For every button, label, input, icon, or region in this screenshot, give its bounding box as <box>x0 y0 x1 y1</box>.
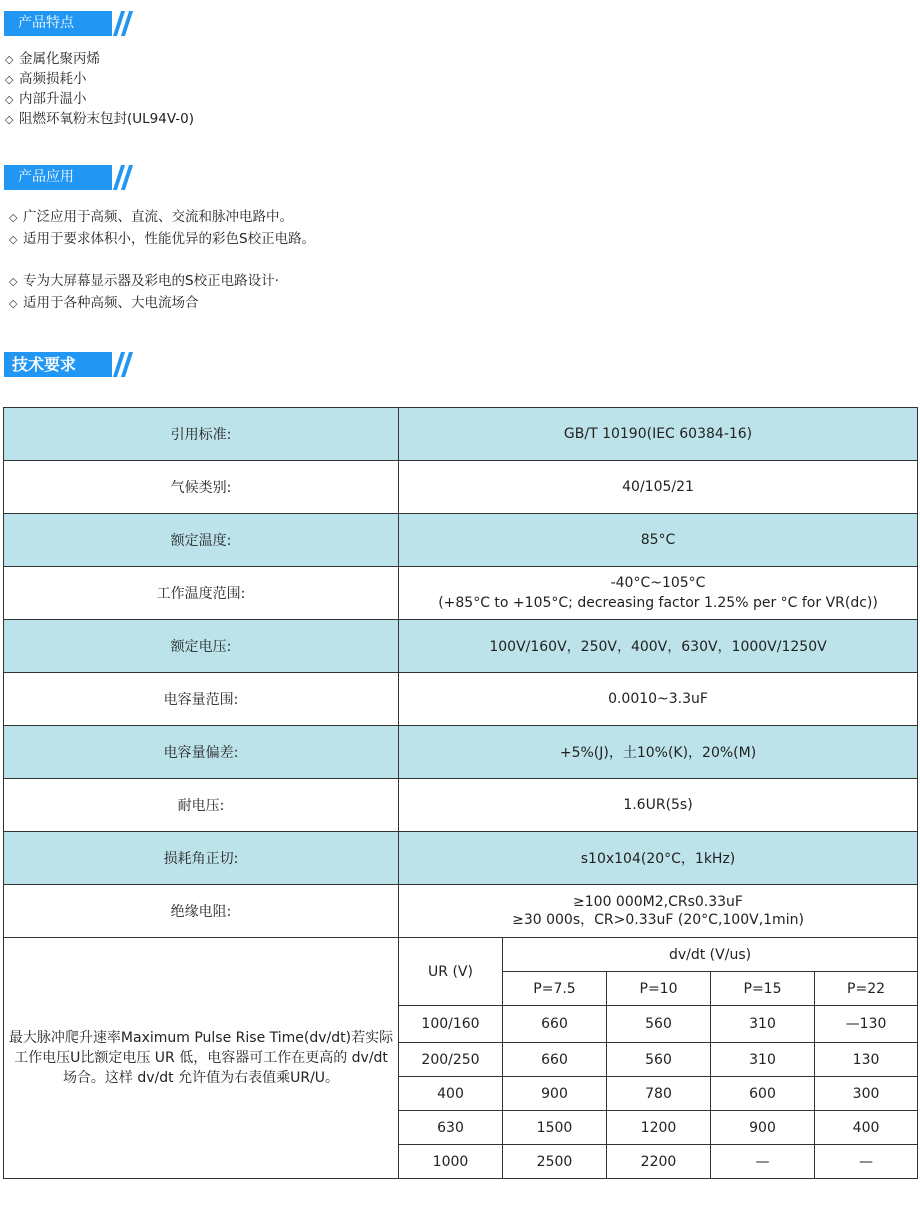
ur-cell: 200/250 <box>399 1043 503 1077</box>
dvdt-cell: —130 <box>815 1006 918 1043</box>
list-item <box>9 206 315 228</box>
spec-value: 0.0010~3.3uF <box>399 673 918 726</box>
list-item <box>5 109 194 129</box>
list-item <box>5 69 194 89</box>
dvdt-header: dv/dt (V/us) <box>503 938 918 972</box>
pulse-description: 最大脉冲爬升速率Maximum Pulse Rise Time(dv/dt)若实际工作电压U比额定电压 UR 低，电容器可工作在更高的 dv/dt 场合。这样 dv/dt 允许值为右表值乘UR/U。 <box>4 938 399 1179</box>
diamond-icon: ◇ <box>9 297 18 310</box>
section-title: 产品应用 <box>18 169 74 185</box>
dvdt-cell: 900 <box>503 1077 607 1111</box>
table-row <box>4 461 918 514</box>
dvdt-cell: 130 <box>815 1043 918 1077</box>
list-item <box>9 292 279 314</box>
spec-value: 85°C <box>399 514 918 567</box>
feature-text: 内部升温小 <box>19 91 87 107</box>
spec-value <box>399 885 918 938</box>
spec-value-line: ≥100 000M2,CRs0.33uF <box>573 894 743 910</box>
dvdt-cell: 900 <box>711 1111 815 1145</box>
table-row <box>4 673 918 726</box>
application-text: 适用于要求体积小，性能优异的彩色S校正电路。 <box>23 231 316 247</box>
dvdt-cell: 2200 <box>607 1145 711 1179</box>
dvdt-cell: — <box>815 1145 918 1179</box>
spec-key: 气候类别: <box>4 461 399 514</box>
section-title: 产品特点 <box>18 15 74 31</box>
list-item <box>9 270 279 292</box>
spec-key: 绝缘电阻: <box>4 885 399 938</box>
list-item <box>5 49 194 69</box>
p-header: P=15 <box>711 972 815 1006</box>
dvdt-cell: 600 <box>711 1077 815 1111</box>
dvdt-cell: 660 <box>503 1006 607 1043</box>
diamond-icon: ◇ <box>9 275 18 288</box>
feature-text: 金属化聚丙烯 <box>19 51 100 67</box>
spec-key: 引用标准: <box>4 408 399 461</box>
table-row <box>4 620 918 673</box>
spec-value <box>399 567 918 620</box>
ur-cell: 630 <box>399 1111 503 1145</box>
feature-text: 高频损耗小 <box>19 71 87 87</box>
applications-list <box>9 206 315 250</box>
table-row <box>4 938 918 972</box>
diamond-icon: ◇ <box>5 53 14 66</box>
dvdt-cell: 310 <box>711 1006 815 1043</box>
application-text: 适用于各种高频、大电流场合 <box>23 295 199 311</box>
spec-value: +5%(J)，土10%(K)，20%(M) <box>399 726 918 779</box>
diamond-icon: ◇ <box>9 211 18 224</box>
dvdt-cell: 1200 <box>607 1111 711 1145</box>
table-row <box>4 779 918 832</box>
table-row <box>4 514 918 567</box>
p-header: P=22 <box>815 972 918 1006</box>
table-row <box>4 885 918 938</box>
spec-value: s10x104(20°C，1kHz) <box>399 832 918 885</box>
section-title: 技术要求 <box>12 355 77 374</box>
application-text: 广泛应用于高频、直流、交流和脉冲电路中。 <box>23 209 293 225</box>
diamond-icon: ◇ <box>9 233 18 246</box>
spec-key: 工作温度范围: <box>4 567 399 620</box>
dvdt-cell: 300 <box>815 1077 918 1111</box>
spec-value: 1.6UR(5s) <box>399 779 918 832</box>
diamond-icon: ◇ <box>5 93 14 106</box>
spec-key: 电容量偏差: <box>4 726 399 779</box>
dvdt-cell: 400 <box>815 1111 918 1145</box>
list-item <box>5 89 194 109</box>
spec-value-line: -40°C~105°C <box>610 575 706 591</box>
spec-key: 额定温度: <box>4 514 399 567</box>
table-row <box>4 567 918 620</box>
spec-value: GB/T 10190(IEC 60384-16) <box>399 408 918 461</box>
p-header: P=7.5 <box>503 972 607 1006</box>
spec-value-line: (+85°C to +105°C; decreasing factor 1.25% per °C for VR(dc)) <box>438 595 878 611</box>
spec-key: 耐电压: <box>4 779 399 832</box>
applications-list-2 <box>9 270 279 314</box>
dvdt-cell: 310 <box>711 1043 815 1077</box>
spec-key: 电容量范围: <box>4 673 399 726</box>
ur-header: UR (V) <box>399 938 503 1006</box>
dvdt-cell: 780 <box>607 1077 711 1111</box>
feature-text: 阻燃环氧粉末包封(UL94V-0) <box>19 111 195 127</box>
table-row <box>4 408 918 461</box>
p-header: P=10 <box>607 972 711 1006</box>
application-text: 专为大屏幕显示器及彩电的S校正电路设计· <box>23 273 279 289</box>
dvdt-cell: — <box>711 1145 815 1179</box>
spec-key: 损耗角正切: <box>4 832 399 885</box>
table-row <box>4 832 918 885</box>
spec-table <box>3 407 918 1179</box>
dvdt-cell: 2500 <box>503 1145 607 1179</box>
ur-cell: 100/160 <box>399 1006 503 1043</box>
dvdt-cell: 560 <box>607 1043 711 1077</box>
spec-value: 40/105/21 <box>399 461 918 514</box>
spec-value-line: ≥30 000s，CR>0.33uF (20°C,100V,1min) <box>512 912 804 928</box>
features-list <box>5 49 194 129</box>
list-item <box>9 228 315 250</box>
diamond-icon: ◇ <box>5 73 14 86</box>
diamond-icon: ◇ <box>5 113 14 126</box>
table-row <box>4 726 918 779</box>
dvdt-cell: 660 <box>503 1043 607 1077</box>
ur-cell: 1000 <box>399 1145 503 1179</box>
dvdt-cell: 1500 <box>503 1111 607 1145</box>
ur-cell: 400 <box>399 1077 503 1111</box>
spec-value: 100V/160V，250V，400V，630V，1000V/1250V <box>399 620 918 673</box>
spec-key: 额定电压: <box>4 620 399 673</box>
dvdt-cell: 560 <box>607 1006 711 1043</box>
